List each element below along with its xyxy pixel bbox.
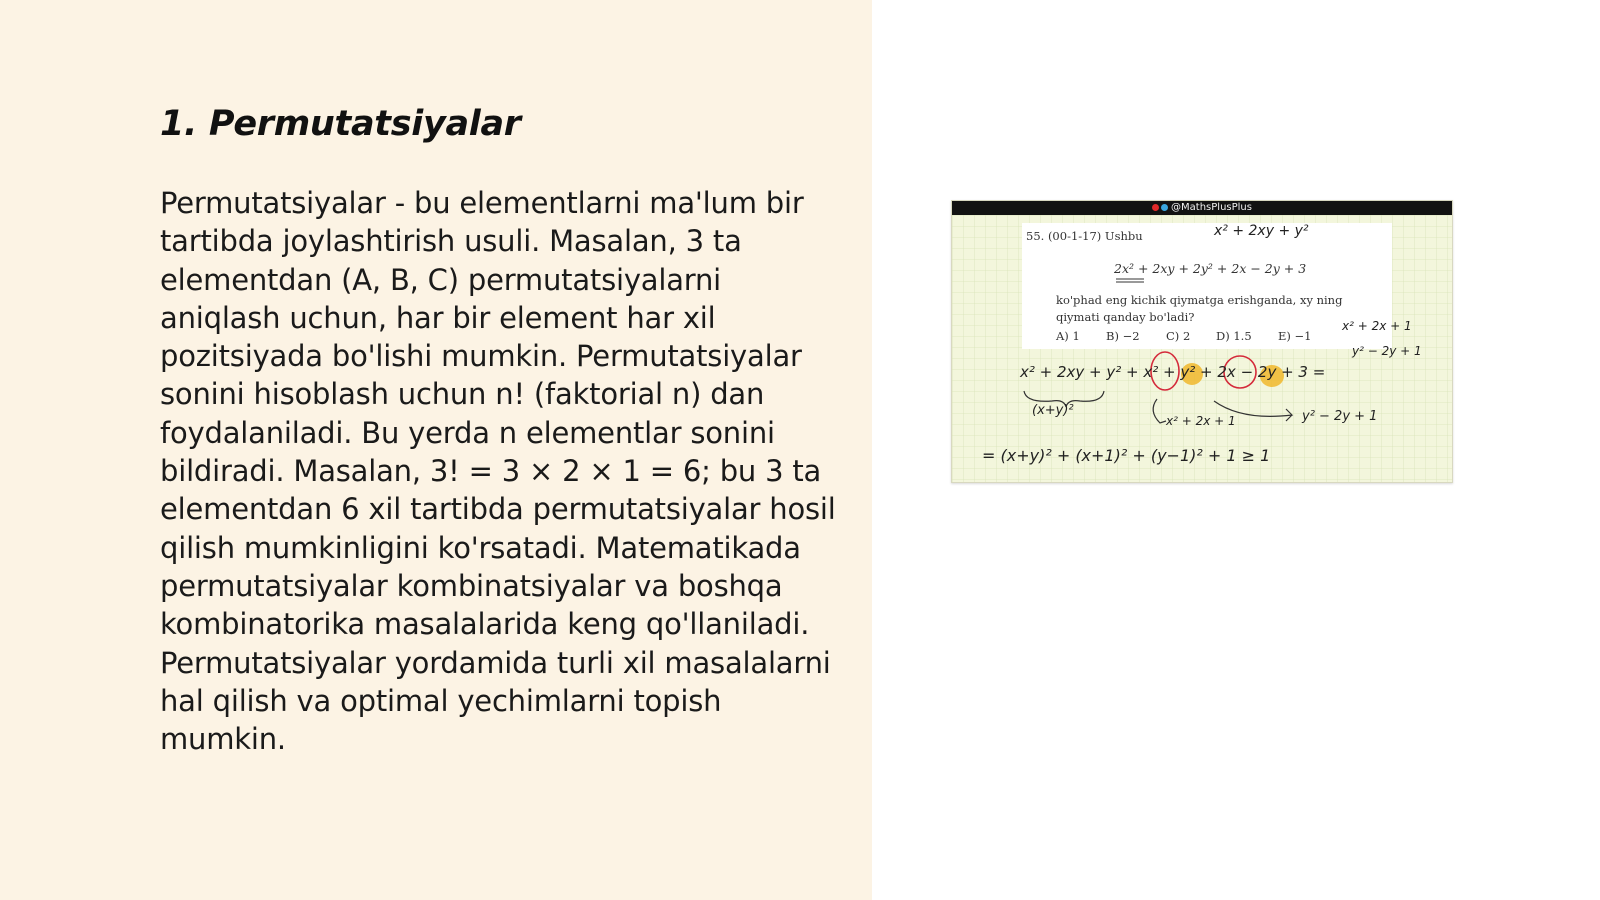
option-b: B) −2 <box>1106 329 1140 343</box>
problem-expression: 2x² + 2xy + 2y² + 2x − 2y + 3 <box>1114 261 1307 276</box>
option-a: A) 1 <box>1056 329 1080 343</box>
option-d: D) 1.5 <box>1216 329 1252 343</box>
handwritten-right-note-2: y² − 2y + 1 <box>1352 344 1422 358</box>
option-e: E) −1 <box>1278 329 1312 343</box>
handwritten-arrow-label-2: y² − 2y + 1 <box>1302 409 1378 424</box>
problem-question-line-2: qiymati qanday bo'ladi? <box>1056 310 1195 324</box>
arrow-mark <box>1153 399 1166 423</box>
handwritten-line-1: x² + 2xy + y² + x² + y² + 2x − 2y + 3 = <box>1020 363 1326 381</box>
problem-question-line-1: ko'phad eng kichik qiymatga erishganda, xy ning <box>1056 293 1343 307</box>
option-c: C) 2 <box>1166 329 1191 343</box>
video-thumbnail[interactable] <box>951 200 1453 483</box>
handwritten-top-note: x² + 2xy + y² <box>1214 223 1309 239</box>
handwritten-right-note-1: x² + 2x + 1 <box>1342 319 1412 333</box>
handwriting-marks <box>952 201 1452 482</box>
handwritten-brace-label: (x+y)² <box>1032 403 1074 418</box>
channel-name: @MathsPlusPlus <box>1171 202 1252 213</box>
slide-paragraph: Permutatsiyalar - bu elementlarni ma'lum bir tartibda joylashtirish usuli. Masalan, 3 ta elementdan (A, B, C) permutatsiyalarni aniqlash uchun, har bir element har xil pozitsiyada bo'lishi mumkin. Permutatsiyalar sonini hisoblash uchun n! (faktorial n) dan foydalaniladi. Bu yerda n elementlar sonini bildiradi. Masalan, 3! = 3 × 2 × 1 = 6; bu 3 ta elementdan 6 xil tartibda permutatsiyalar hosil qilish mumkinligini ko'rsatadi. Matematikada permutatsiyalar kombinatsiyalar va boshqa kombinatorika masalalarida keng qo'llaniladi. Permutatsiyalar yordamida turli xil masalalarni hal qilish va optimal yechimlarni topish mumkin. <box>160 186 836 757</box>
problem-header: 55. (00-1-17) Ushbu <box>1026 229 1143 243</box>
handwritten-arrow-label-1: x² + 2x + 1 <box>1166 414 1236 428</box>
handwritten-line-3: = (x+y)² + (x+1)² + (y−1)² + 1 ≥ 1 <box>982 446 1271 465</box>
slide-title: 1. Permutatsiyalar <box>160 104 521 144</box>
